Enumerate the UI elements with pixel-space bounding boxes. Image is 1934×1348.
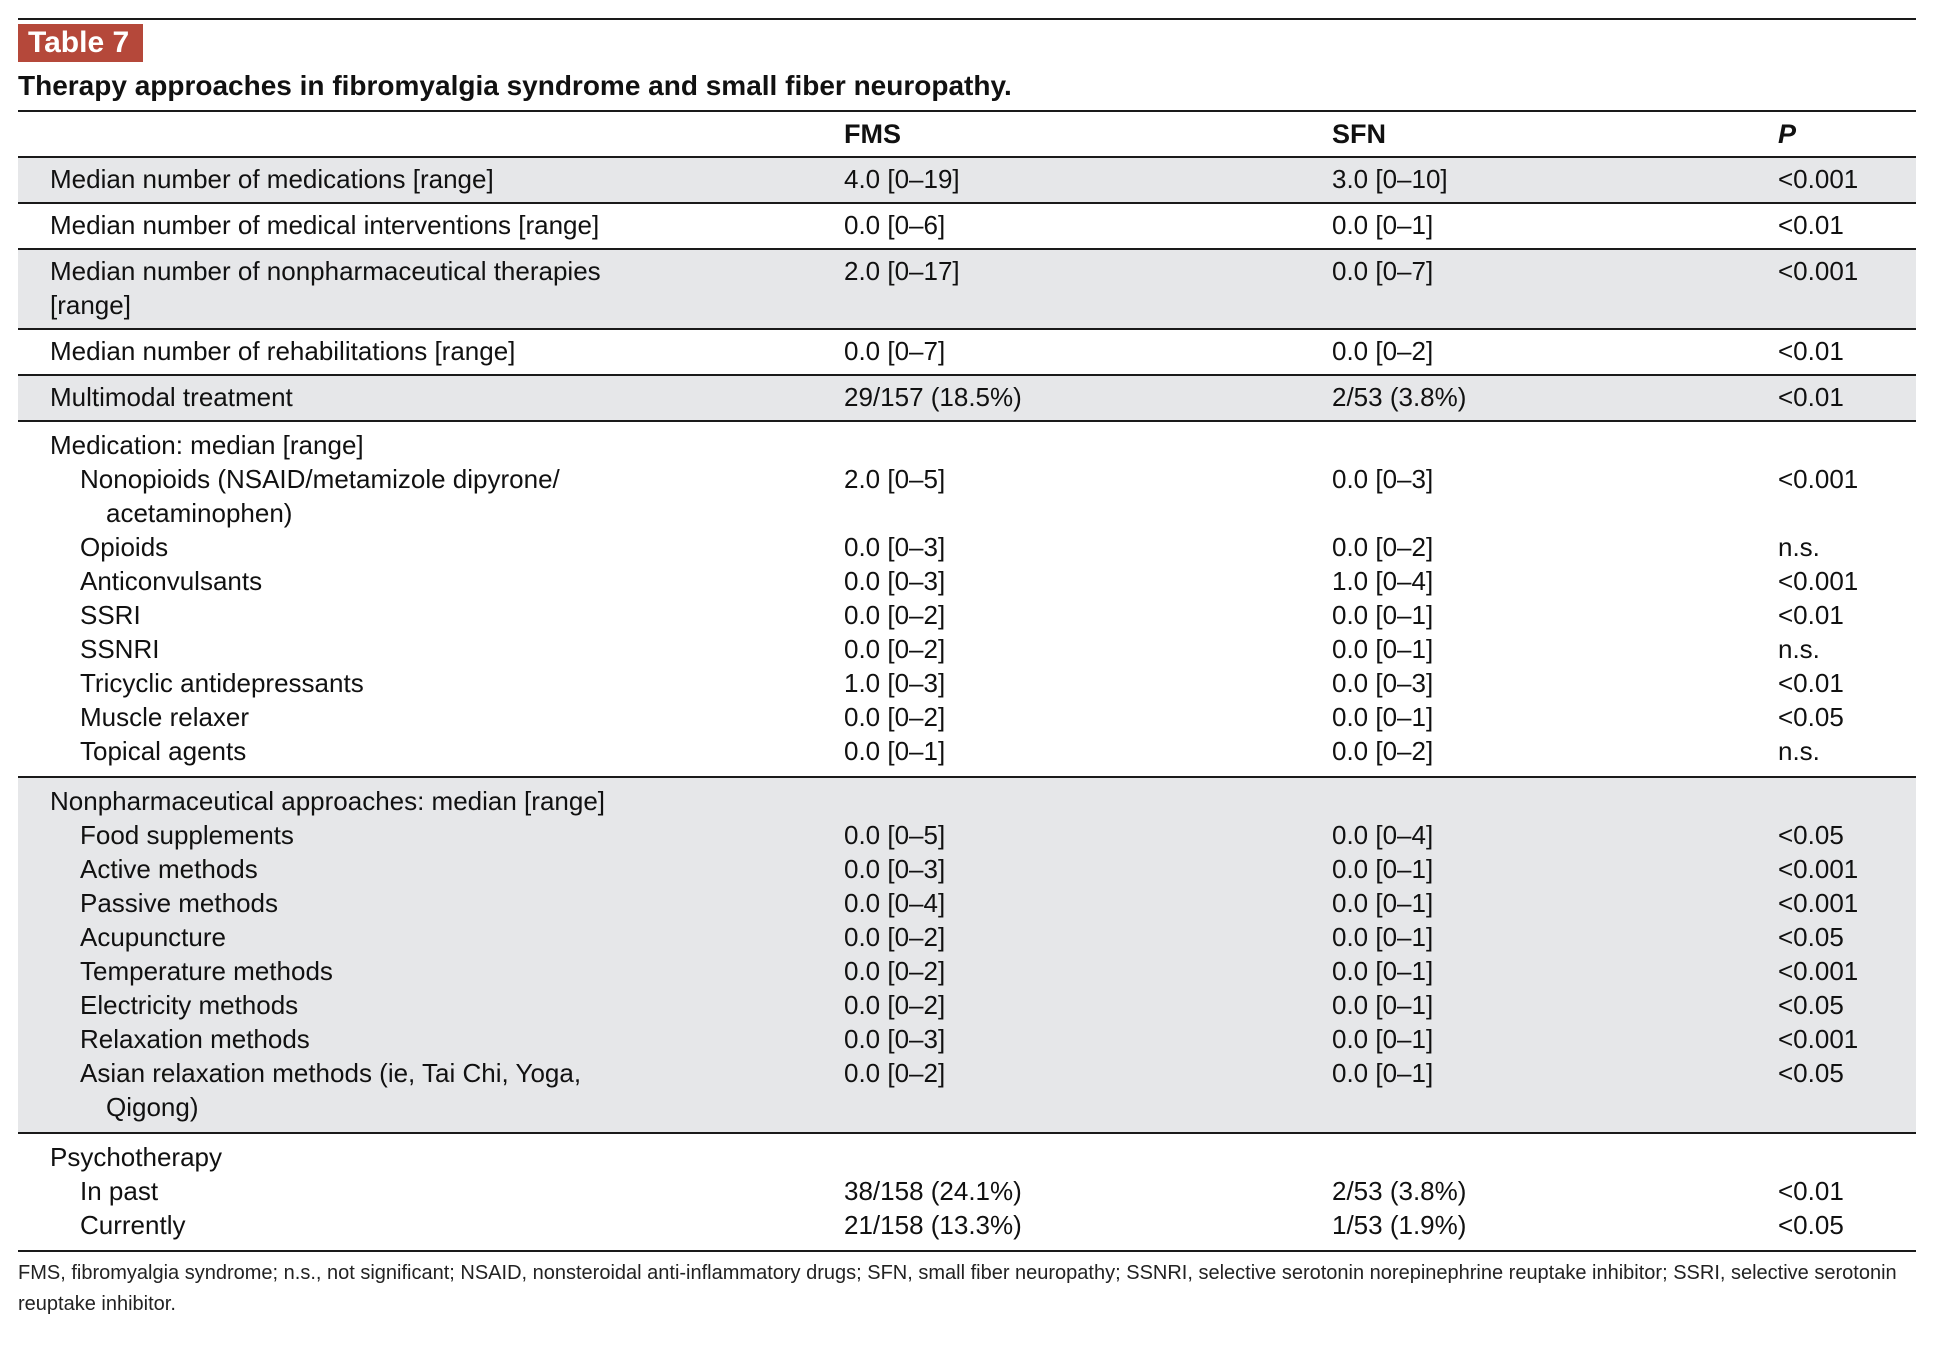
- sfn-value: 0.0 [0–1]: [1332, 886, 1778, 920]
- table-row: [18, 700, 1916, 734]
- sfn-value: 0.0 [0–1]: [1332, 634, 1434, 664]
- sfn-value: 0.0 [0–1]: [1332, 1056, 1778, 1133]
- row-label: Temperature methods: [18, 954, 844, 988]
- fms-value: 0.0 [0–2]: [844, 920, 1332, 954]
- table-row: [18, 598, 1916, 632]
- sfn-value: 0.0 [0–1]: [1332, 954, 1778, 988]
- fms-value: 1.0 [0–3]: [844, 668, 946, 698]
- sfn-value: 0.0 [0–1]: [1332, 852, 1778, 886]
- fms-value: 4.0 [0–19]: [844, 157, 1332, 203]
- row-label: Opioids: [80, 532, 169, 562]
- p-value: <0.05: [1778, 920, 1916, 954]
- table-row: [18, 462, 1916, 530]
- row-label: [18, 462, 844, 530]
- table-figure: [18, 18, 1916, 1320]
- table-row: [18, 886, 1916, 920]
- table-row: [18, 1208, 1916, 1251]
- table-row: [18, 818, 1916, 852]
- row-label: SSRI: [80, 600, 141, 630]
- table-row: [18, 249, 1916, 329]
- p-value: <0.01: [1778, 1176, 1844, 1206]
- sfn-value: 0.0 [0–1]: [1332, 920, 1778, 954]
- row-label: Electricity methods: [18, 988, 844, 1022]
- top-rule: [18, 18, 1916, 20]
- row-label: Topical agents: [80, 736, 247, 766]
- table-row: [18, 1056, 1916, 1133]
- sfn-value: 1.0 [0–4]: [1332, 566, 1434, 596]
- sfn-value: 2/53 (3.8%): [1332, 1176, 1467, 1206]
- fms-value: 0.0 [0–3]: [844, 1022, 1332, 1056]
- fms-value: 38/158 (24.1%): [844, 1176, 1022, 1206]
- p-value: n.s.: [1778, 634, 1820, 664]
- fms-value: 0.0 [0–2]: [844, 600, 946, 630]
- table-row: [18, 203, 1916, 249]
- p-value: <0.05: [1778, 818, 1916, 852]
- fms-value: 0.0 [0–3]: [844, 566, 946, 596]
- row-label: Muscle relaxer: [80, 702, 250, 732]
- sfn-value: 0.0 [0–1]: [1332, 600, 1434, 630]
- row-label-line: Asian relaxation methods (ie, Tai Chi, Yoga,: [80, 1058, 582, 1088]
- table-label-badge: Table 7: [18, 24, 143, 62]
- group-header-row: [18, 777, 1916, 818]
- row-label-line: [range]: [50, 290, 131, 320]
- sfn-value: 0.0 [0–1]: [1332, 702, 1434, 732]
- group-header-row: [18, 421, 1916, 462]
- sfn-value: 0.0 [0–2]: [1332, 336, 1434, 366]
- p-value: <0.01: [1778, 210, 1844, 240]
- fms-value: 0.0 [0–5]: [844, 818, 1332, 852]
- p-value: n.s.: [1778, 736, 1820, 766]
- fms-value: 0.0 [0–2]: [844, 954, 1332, 988]
- row-label: Anticonvulsants: [80, 566, 263, 596]
- therapy-table: [18, 110, 1916, 1252]
- table-row: [18, 1174, 1916, 1208]
- table-row: [18, 734, 1916, 777]
- row-label: Relaxation methods: [18, 1022, 844, 1056]
- row-label: Median number of rehabilitations [range]: [50, 336, 516, 366]
- group-title-psychotherapy: Psychotherapy: [50, 1142, 222, 1172]
- table-row: [18, 564, 1916, 598]
- row-label-line: acetaminophen): [106, 498, 293, 528]
- row-label: Passive methods: [18, 886, 844, 920]
- fms-value: 0.0 [0–7]: [844, 336, 946, 366]
- sfn-value: 0.0 [0–1]: [1332, 210, 1434, 240]
- table-row: [18, 530, 1916, 564]
- fms-value: 0.0 [0–1]: [844, 736, 946, 766]
- header-sfn: SFN: [1332, 118, 1386, 149]
- sfn-value: 0.0 [0–3]: [1332, 464, 1434, 494]
- p-value: <0.05: [1778, 1210, 1844, 1240]
- row-label: Active methods: [18, 852, 844, 886]
- table-caption: Therapy approaches in fibromyalgia syndrome and small fiber neuropathy.: [18, 70, 1012, 101]
- sfn-value: 0.0 [0–1]: [1332, 1022, 1778, 1056]
- fms-value: 0.0 [0–2]: [844, 1056, 1332, 1133]
- table-row: [18, 954, 1916, 988]
- row-label: In past: [80, 1176, 159, 1206]
- row-label-line: Median number of nonpharmaceutical therapies: [50, 256, 601, 286]
- sfn-value: 0.0 [0–2]: [1332, 532, 1434, 562]
- sfn-value: 1/53 (1.9%): [1332, 1210, 1467, 1240]
- fms-value: 29/157 (18.5%): [844, 375, 1332, 421]
- row-label: Food supplements: [18, 818, 844, 852]
- p-value: <0.001: [1778, 852, 1916, 886]
- header-label: [18, 111, 844, 157]
- p-value: <0.001: [1778, 954, 1916, 988]
- row-label-line: Qigong): [106, 1092, 199, 1122]
- row-label: Tricyclic antidepressants: [80, 668, 364, 698]
- sfn-value: 3.0 [0–10]: [1332, 157, 1778, 203]
- row-label: Acupuncture: [18, 920, 844, 954]
- fms-value: 0.0 [0–2]: [844, 634, 946, 664]
- p-value: <0.001: [1778, 157, 1916, 203]
- header-p: P: [1778, 118, 1797, 149]
- table-row: [18, 666, 1916, 700]
- p-value: <0.001: [1778, 886, 1916, 920]
- sfn-value: 0.0 [0–7]: [1332, 249, 1778, 329]
- table-row: [18, 920, 1916, 954]
- table-row: [18, 988, 1916, 1022]
- row-label: Multimodal treatment: [18, 375, 844, 421]
- p-value: <0.05: [1778, 988, 1916, 1022]
- sfn-value: 0.0 [0–2]: [1332, 736, 1434, 766]
- fms-value: 0.0 [0–4]: [844, 886, 1332, 920]
- p-value: <0.001: [1778, 464, 1859, 494]
- table-row: [18, 329, 1916, 375]
- row-label: Median number of medical interventions [range]: [50, 210, 600, 240]
- table-row: [18, 375, 1916, 421]
- row-label: [18, 1056, 844, 1133]
- p-value: <0.01: [1778, 600, 1844, 630]
- sfn-value: 2/53 (3.8%): [1332, 375, 1778, 421]
- fms-value: 0.0 [0–6]: [844, 210, 946, 240]
- group-title-medication: Medication: median [range]: [50, 430, 364, 460]
- sfn-value: 0.0 [0–4]: [1332, 818, 1778, 852]
- row-label-line: Nonopioids (NSAID/metamizole dipyrone/: [80, 464, 560, 494]
- p-value: <0.01: [1778, 375, 1916, 421]
- table-footnote: FMS, fibromyalgia syndrome; n.s., not significant; NSAID, nonsteroidal anti-inflammatory drugs; SFN, small fiber neuropathy; SSNRI, selective serotonin norepinephrine reuptake inhibitor; SSRI, selective serotonin reuptake inhibitor.: [18, 1262, 1897, 1315]
- fms-value: 21/158 (13.3%): [844, 1210, 1022, 1240]
- fms-value: 0.0 [0–3]: [844, 532, 946, 562]
- fms-value: 0.0 [0–2]: [844, 702, 946, 732]
- fms-value: 2.0 [0–17]: [844, 249, 1332, 329]
- table-row: [18, 157, 1916, 203]
- sfn-value: 0.0 [0–1]: [1332, 988, 1778, 1022]
- p-value: <0.001: [1778, 1022, 1916, 1056]
- fms-value: 2.0 [0–5]: [844, 464, 946, 494]
- p-value: <0.001: [1778, 566, 1859, 596]
- row-label: Median number of medications [range]: [18, 157, 844, 203]
- sfn-value: 0.0 [0–3]: [1332, 668, 1434, 698]
- row-label: Currently: [80, 1210, 186, 1240]
- p-value: <0.05: [1778, 1056, 1916, 1133]
- fms-value: 0.0 [0–2]: [844, 988, 1332, 1022]
- p-value: <0.05: [1778, 702, 1844, 732]
- p-value: n.s.: [1778, 532, 1820, 562]
- row-label: [18, 249, 844, 329]
- header-fms: FMS: [844, 118, 901, 149]
- fms-value: 0.0 [0–3]: [844, 852, 1332, 886]
- group-header-row: [18, 1133, 1916, 1174]
- table-row: [18, 1022, 1916, 1056]
- table-row: [18, 852, 1916, 886]
- row-label: SSNRI: [80, 634, 160, 664]
- group-title-nonpharmaceutical: Nonpharmaceutical approaches: median [range]: [18, 777, 1916, 818]
- p-value: <0.001: [1778, 249, 1916, 329]
- table-row: [18, 632, 1916, 666]
- p-value: <0.01: [1778, 336, 1844, 366]
- p-value: <0.01: [1778, 668, 1844, 698]
- header-row: [18, 111, 1916, 157]
